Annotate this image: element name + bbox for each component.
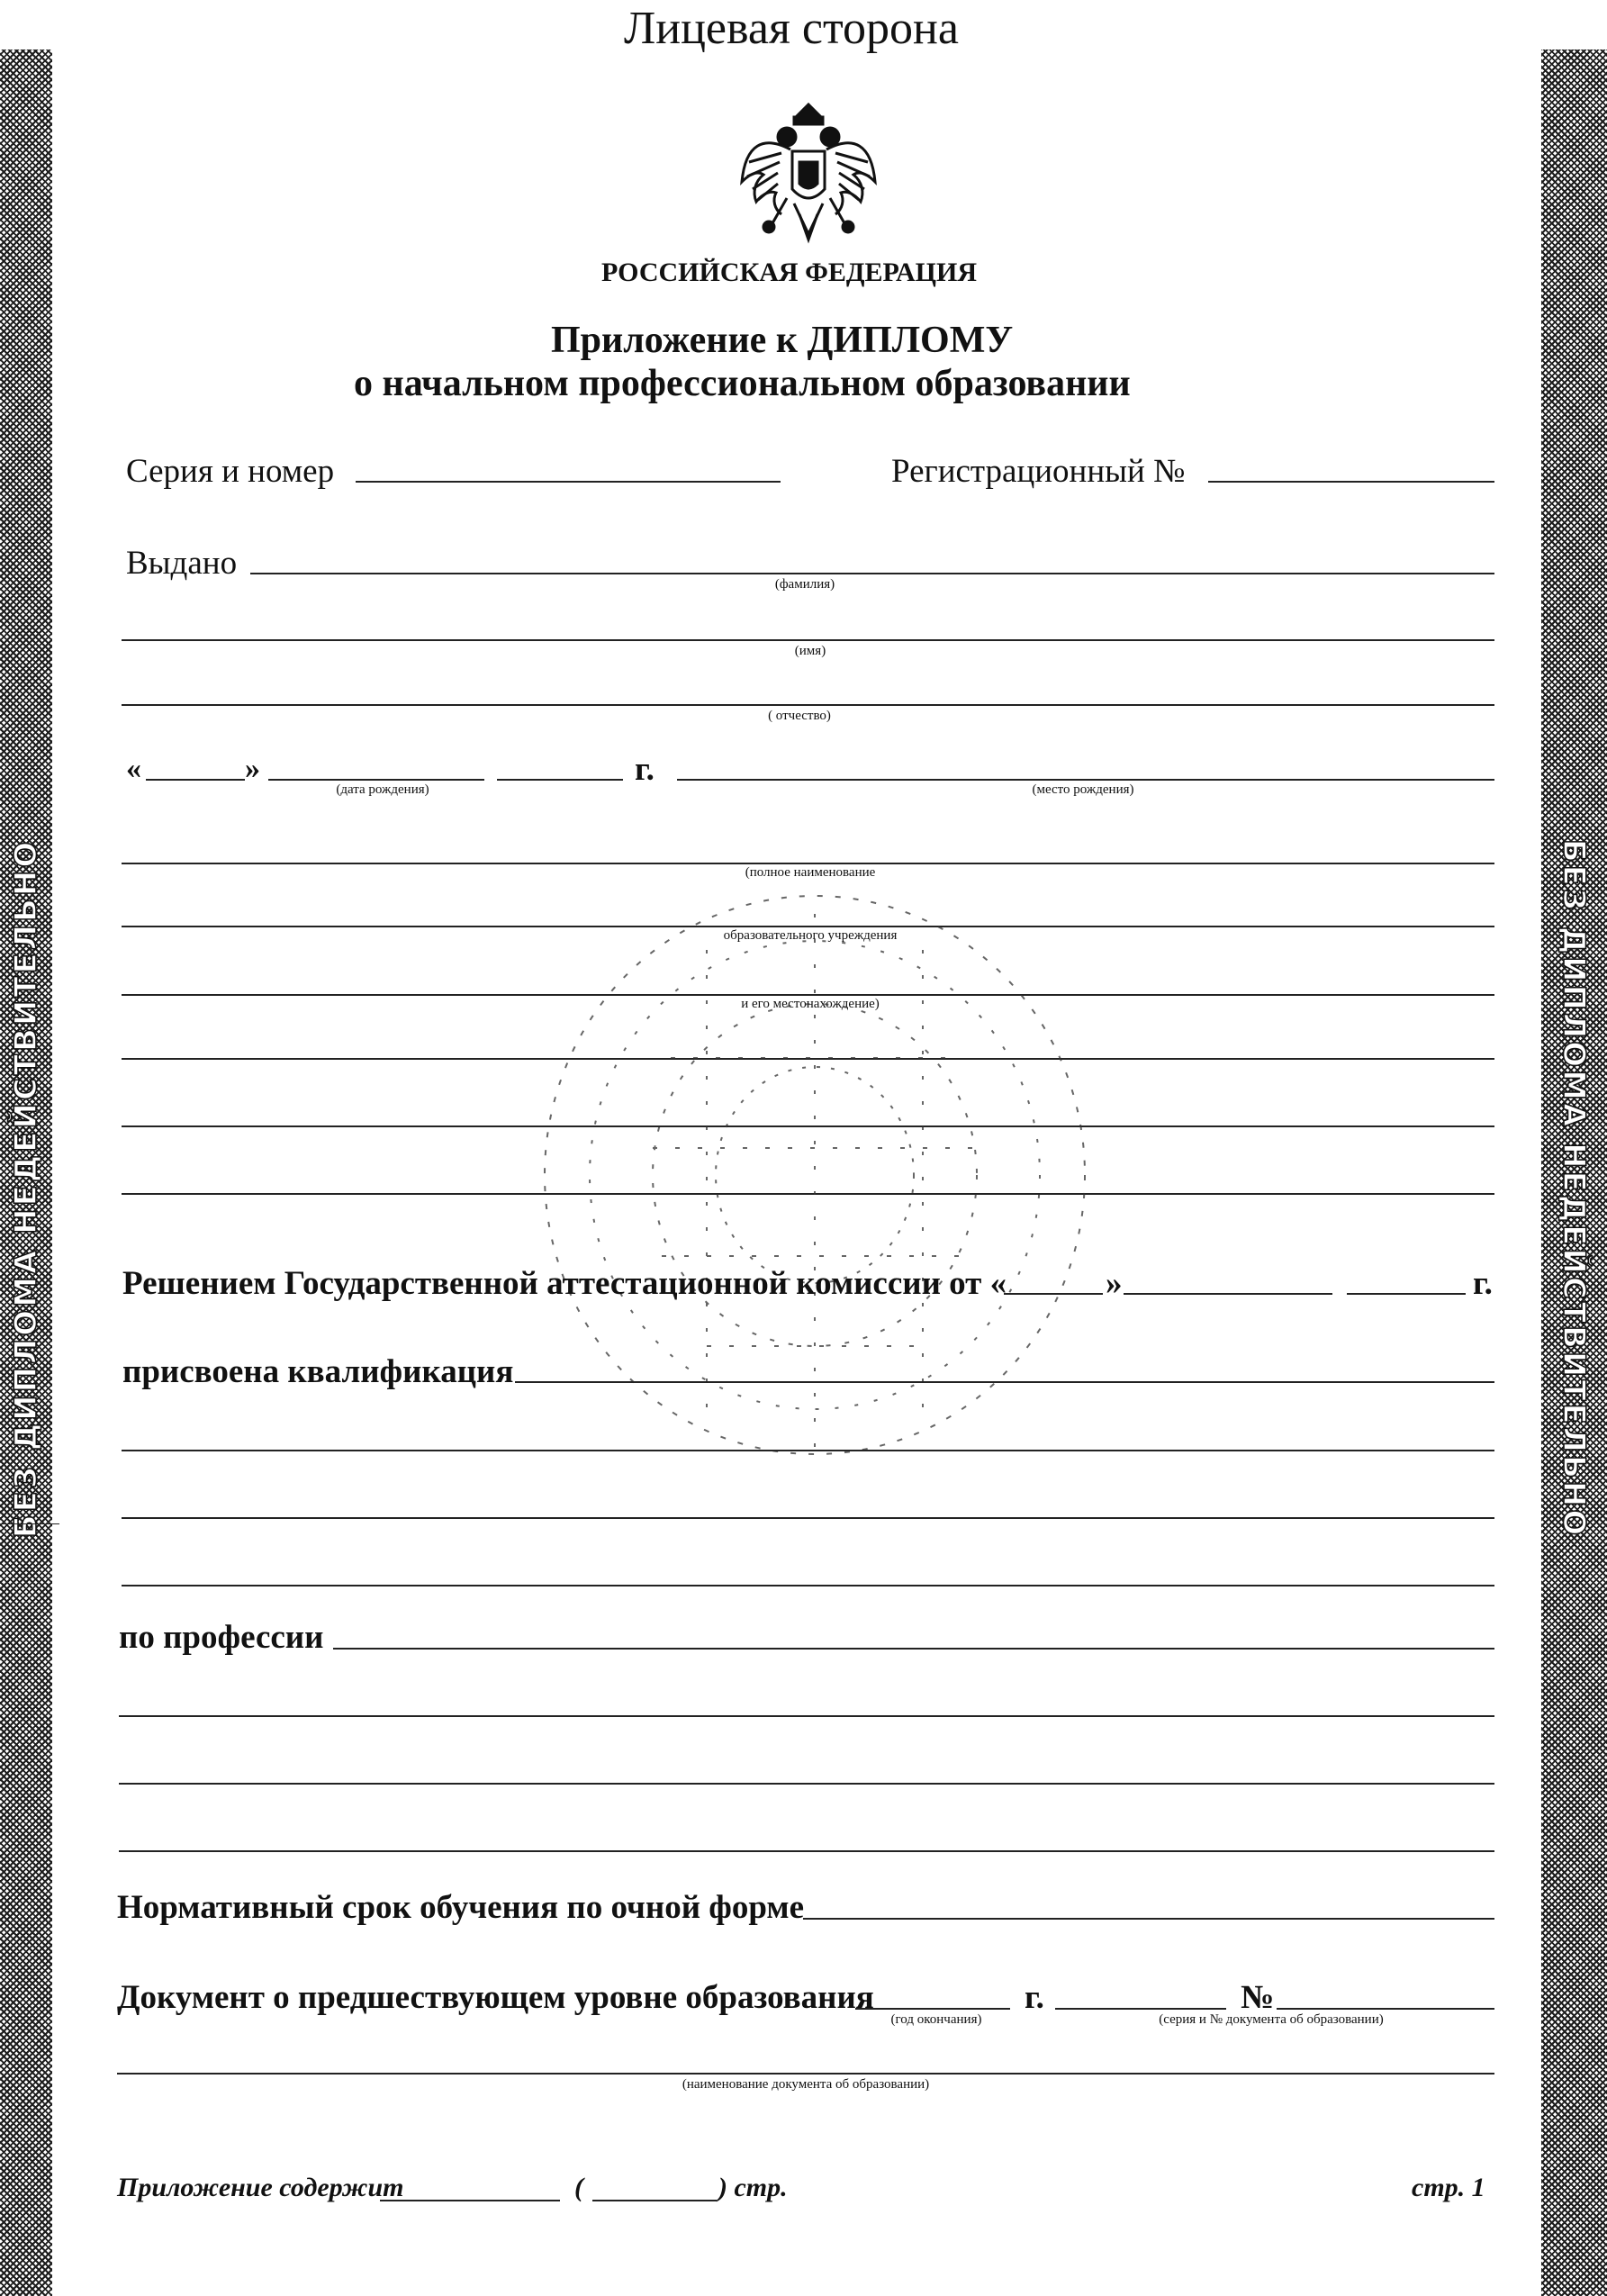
profession-field-4[interactable] — [119, 1850, 1494, 1852]
birth-place-field[interactable] — [677, 779, 1494, 781]
commission-label: Решением Государственной аттестационной комиссии от « — [122, 1265, 1007, 1302]
previous-document-label: Документ о предшествующем уровне образования — [117, 1979, 874, 2016]
surname-field[interactable] — [250, 573, 1494, 574]
profession-field-1[interactable] — [333, 1648, 1494, 1650]
qualification-field-3[interactable] — [122, 1517, 1494, 1519]
previous-document-gap-field[interactable] — [1055, 2008, 1226, 2010]
title-line-2: о начальном профессиональном образовании — [354, 363, 1131, 404]
qualification-field-4[interactable] — [122, 1585, 1494, 1586]
double-headed-eagle-emblem-icon — [736, 99, 880, 245]
study-term-label: Нормативный срок обучения по очной форме — [117, 1889, 804, 1926]
profession-field-2[interactable] — [119, 1715, 1494, 1717]
birth-year-mark: г. — [635, 751, 655, 788]
birth-quote-open: « — [126, 752, 141, 785]
commission-day-field[interactable] — [1004, 1293, 1103, 1295]
graduation-year-caption: (год окончания) — [890, 2012, 982, 2027]
previous-document-year-mark: г. — [1025, 1979, 1044, 2016]
right-security-band — [1541, 50, 1607, 2296]
previous-document-number-mark: № — [1241, 1979, 1275, 2016]
birth-month-field[interactable] — [268, 779, 484, 781]
graduation-year-field[interactable] — [855, 2008, 1010, 2010]
institution-field-1[interactable] — [122, 863, 1494, 864]
appendix-paren-open: ( — [574, 2173, 583, 2202]
name-caption: (имя) — [794, 644, 826, 658]
appendix-pages-field[interactable] — [380, 2200, 560, 2201]
birth-quote-close: » — [245, 752, 260, 785]
issued-label: Выдано — [126, 545, 238, 582]
registration-label: Регистрационный № — [891, 453, 1186, 490]
appendix-pages-words-field[interactable] — [592, 2200, 717, 2201]
seal-watermark — [527, 878, 1103, 1472]
commission-quote-close: » — [1106, 1265, 1123, 1302]
qualification-label: присвоена квалификация — [122, 1353, 514, 1390]
institution-caption-2: образовательного учреждения — [723, 928, 898, 943]
document-series-caption: (серия и № документа об образовании) — [1159, 2012, 1384, 2027]
document-name-field[interactable] — [117, 2073, 1494, 2075]
profession-label: по профессии — [119, 1619, 324, 1656]
appendix-contains-label: Приложение содержит — [117, 2173, 404, 2202]
page-heading: Лицевая сторона — [624, 3, 959, 54]
qualification-field-2[interactable] — [122, 1450, 1494, 1451]
institution-caption-3: и его местонахождение) — [741, 997, 880, 1011]
profession-field-3[interactable] — [119, 1783, 1494, 1785]
left-security-band — [0, 50, 52, 2296]
name-field[interactable] — [122, 639, 1494, 641]
patronymic-caption: ( отчество) — [768, 709, 831, 723]
birth-day-field[interactable] — [146, 779, 245, 781]
country-name: РОССИЙСКАЯ ФЕДЕРАЦИЯ — [601, 258, 978, 287]
series-label: Серия и номер — [126, 453, 335, 490]
series-field[interactable] — [356, 481, 781, 483]
patronymic-field[interactable] — [122, 704, 1494, 706]
document-name-caption: (наименование документа об образовании) — [682, 2077, 930, 2092]
left-band-text: БЕЗ ДИПЛОМА НЕДЕЙСТВИТЕЛЬНО — [8, 838, 44, 1539]
birth-year-field[interactable] — [497, 779, 623, 781]
right-band-text: БЕЗ ДИПЛОМА НЕДЕЙСТВИТЕЛЬНО — [1556, 838, 1592, 1539]
page-number: стр. 1 — [1412, 2173, 1485, 2202]
commission-year-field[interactable] — [1347, 1293, 1466, 1295]
left-tick-line — [0, 1523, 59, 1524]
registration-field[interactable] — [1208, 481, 1494, 483]
appendix-paren-close: ) стр. — [718, 2173, 788, 2202]
commission-year-mark: г. — [1473, 1265, 1493, 1302]
commission-month-field[interactable] — [1124, 1293, 1332, 1295]
institution-caption-1: (полное наименование — [745, 865, 876, 880]
birth-place-caption: (место рождения) — [1032, 782, 1134, 797]
title-line-1: Приложение к ДИПЛОМУ — [551, 320, 1014, 361]
document-series-field[interactable] — [1277, 2008, 1494, 2010]
surname-caption: (фамилия) — [774, 577, 835, 592]
birth-date-caption: (дата рождения) — [336, 782, 429, 797]
qualification-field-1[interactable] — [515, 1381, 1494, 1383]
study-term-field[interactable] — [803, 1918, 1494, 1920]
